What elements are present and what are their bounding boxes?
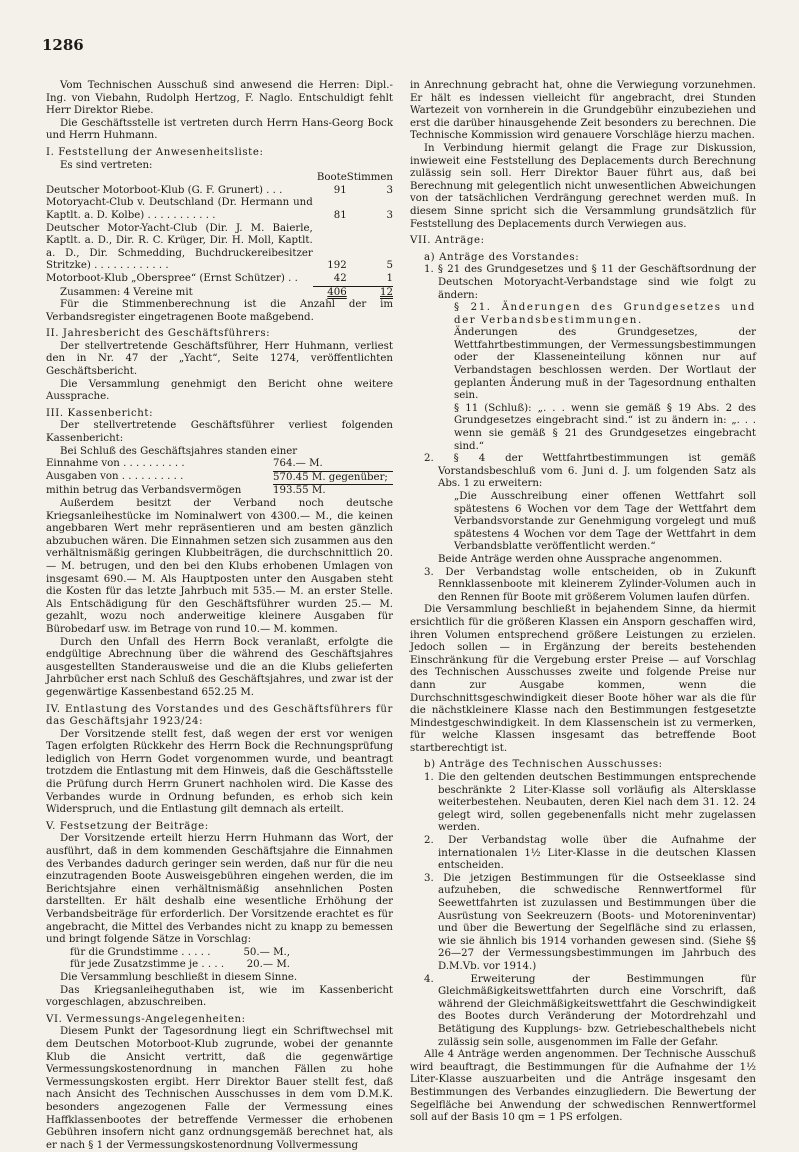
paragraph: Es sind vertreten:: [60, 159, 153, 171]
paragraph: Der Vorsitzende stellt fest, daß wegen der erst vor wenigen Tagen erfolgten Rückkehr des Herrn Bock die Rechnungsprüfung lediglich von Herrn Godet vorgenommen wurde, und beantragt trotzdem die Entlastung mit dem Hinweis, daß die Geschäftsstelle die Prüfung durch Herrn Grunert nachholen wird. Die Kasse des Verbandes wurde in Ordnung befunden, es erhob sich kein Widerspruch, und die Entlastung gilt demnach als erteilt.: [46, 728, 393, 816]
paragraph: Außerdem besitzt der Verband noch deutsche Kriegsanleihestücke im Nominalwert von 4300.— M., die keinen angebbaren Wert mehr repräsentieren und am besten gänzlich abzubuchen wären. Die Einnahmen setzen sich zusammen aus den verhältnismäßig geringen Klubbeiträgen, die durchschnittlich 20.— M. betrugen, und den bei den Klubs erhobenen Umlagen von insgesamt 690.— M. Als Hauptposten unter den Ausgaben steht die Kosten für das letzte Jahrbuch mit 535.— M. an erster Stelle. Als Entschädigung für den Geschäftsführer wurden 25.— M. gezahlt, wozu noch anderweitige kleinere Ausgaben für Bürobedarf usw. im Betrage von rund 10.— M. kommen.: [46, 498, 393, 635]
paragraph: in Anrechnung gebracht hat, ohne die Verwiegung vorzunehmen. Er hält es indessen vielleicht für angebracht, drei Stunden Wartezeit von vornherein in die Grundgebühr einzubeziehen und erst die darüber hinausgehende Zeit besonders zu berechnen. Die Technische Kommission wird genauere Vorschläge hierzu machen.: [410, 80, 756, 142]
section-heading: III. Kassenbericht:: [46, 407, 154, 419]
quoted-text: § 11 (Schluß): „. . . wenn sie gemäß § 19 Abs. 2 des Grundgesetzes eingebracht sind.“ ist zu ändern in: „. . . wenn sie gemäß § 21 des Grundgesetzes eingebracht sind.“: [454, 402, 756, 452]
attendance-table: [46, 172, 393, 299]
table-row: Motoryacht-Club v. Deutschland (Dr. Hermann und Kaptlt. a. D. Kolbe) . . . . . . . . . . . 81 3: [46, 197, 393, 221]
section-heading: VII. Anträge:: [410, 235, 485, 247]
motion-item: 2. § 4 der Wettfahrtbestimmungen ist gemäß Vorstandsbeschluß vom 6. Juni d. J. um folgenden Satz als Abs. 1 zu erweitern:: [424, 453, 756, 490]
table-total-row: Zusammen: 4 Vereine mit 406 12: [60, 286, 393, 298]
intro-paragraph: Vom Technischen Ausschuß sind anwesend die Herren: Dipl.-Ing. von Viebahn, Rudolph Hertzog, F. Naglo. Entschuldigt fehlt Herr Direktor Riebe.: [46, 80, 393, 117]
quoted-text: „Die Ausschreibung einer offenen Wettfahrt soll spätestens 6 Wochen vor dem Tage der Wettfahrt dem Verbandsvorstande zur Genehmigung vorgelegt und muß spätestens 4 Wochen vor dem Tage der Wettfahrt in dem Verbandsblatte veröffentlicht werden.“: [454, 491, 756, 553]
paragraph: Alle 4 Anträge werden angenommen. Der Technische Ausschuß wird beauftragt, die Bestimmungen für die Aufnahme der 1½ Liter-Klasse auszuarbeiten und die Anträge insgesamt den Bestimmungen des Verbandes einzugliedern. Die Bewertung der Segelfläche bei Anwendung der schwedischen Rennwertformel soll auf der Basis 10 qm = 1 PS erfolgen.: [410, 1049, 756, 1124]
table-row: Deutscher Motor-Yacht-Club (Dir. J. M. Baierle, Kaptlt. a. D., Dir. R. C. Krüger, Dir. H. Moll, Kaptlt. a. D., Dir. Schmedding, Buchdruckereibesitzer Stritzke) . . . . . . . . . . . . 192 5: [46, 222, 393, 272]
section-heading: I. Feststellung der Anwesenheitsliste:: [46, 146, 264, 158]
paragraph: Bei Schluß des Geschäftsjahres standen einer: [60, 445, 298, 457]
paragraph: Die Versammlung beschließt in bejahendem Sinne, da hiermit ersichtlich für die größeren Klassen ein Ansporn geschaffen wird, ihren Volumen entsprechend größere Leistungen zu erzielen. Jedoch sollen — in Ergänzung der bereits bestehenden Einschränkung für die Vergebung erster Preise — auf Vorschlag des Technischen Ausschusses zweite und folgende Preise nur dann zur Ausgabe kommen, wenn die Durchschnittsgeschwindigkeit dieser Boote höher war als die für die nächstkleinere Klasse nach den Bestimmungen festgesetzte Mindestgeschwindigkeit. In dem Klassenschein ist zu vermerken, für welche Klassen insgesamt das betreffende Boot startberechtigt ist.: [410, 604, 756, 754]
paragraph: Die Versammlung beschließt in diesem Sinne.: [60, 971, 298, 983]
paragraph: Für die Stimmenberechnung ist die Anzahl der im Verbandsregister eingetragenen Boote maßgebend.: [46, 299, 393, 323]
paragraph: Das Kriegsanleiheguthaben ist, wie im Kassenbericht vorgeschlagen, abzuschreiben.: [46, 984, 393, 1009]
motion-item: 1. § 21 des Grundgesetzes und § 11 der Geschäftsordnung der Deutschen Motoryacht-Verbandstage sind wie folgt zu ändern:: [424, 264, 756, 301]
table-header: Boote: [316, 172, 347, 184]
subsection-heading: a) Anträge des Vorstandes:: [424, 251, 580, 263]
motion-item: 1. Die den geltenden deutschen Bestimmungen entsprechende beschränkte 2 Liter-Klasse soll vorläufig als Altersklasse weiterbestehen. Neubauten, deren Kiel nach dem 31. 12. 24 gelegt wird, sollen gegebenenfalls nicht mehr zugelassen werden.: [424, 772, 756, 834]
cash-table: Einnahme von . . . . . . . . . . 764.— M. Ausgaben von . . . . . . . . . . 570.45 M. gegenüber; mithin betrug das Verbandsvermögen 193.55 M.: [46, 458, 393, 498]
page-number: 1286: [42, 36, 84, 54]
paragraph: Der stellvertretende Geschäftsführer, Herr Huhmann, verliest den in Nr. 47 der „Yacht“, Seite 1274, veröffentlichten Geschäftsbericht.: [46, 340, 393, 378]
paragraph: In Verbindung hiermit gelangt die Frage zur Diskussion, inwieweit eine Feststellung des Deplacements durch Berechnung zulässig sein soll. Herr Direktor Bauer führt aus, daß bei Berechnung mit gelegentlich nicht unwesentlichen Abweichungen von der tatsächlichen Verdrängung gerechnet werden muß. In diesem Sinne spricht sich die Versammlung grundsätzlich für Feststellung des Deplacements durch Verwiegen aus.: [410, 142, 756, 230]
intro-paragraph: Die Geschäftsstelle ist vertreten durch Herrn Hans-Georg Bock und Herrn Huhmann.: [46, 117, 393, 142]
table-row: Motorboot-Klub „Oberspree“ (Ernst Schützer) . . 42 1: [46, 272, 393, 285]
subsection-heading: b) Anträge des Technischen Ausschusses:: [424, 759, 663, 771]
quoted-text: Änderungen des Grundgesetzes, der Wettfahrtbestimmungen, der Vermessungsbestimmungen oder der Klasseneinteilung können nur auf Verbandstagen beschlossen werden. Der Wortlaut der geplanten Änderung muß in der Tagesordnung enthalten sein.: [454, 327, 756, 402]
quoted-heading: § 21. Änderungen des Grundgesetzes und der Verbandsbestimmungen.: [454, 302, 756, 326]
section-heading: VI. Vermessungs-Angelegenheiten:: [46, 1013, 246, 1025]
motion-item: 3. Der Verbandstag wolle entscheiden, ob in Zukunft Rennklassenboote mit kleinerem Zylinder-Volumen auch in den Rennen für Boote mit größerem Volumen laufen dürfen.: [424, 566, 756, 603]
paragraph: Der Vorsitzende erteilt hierzu Herrn Huhmann das Wort, der ausführt, daß in dem kommenden Geschäftsjahre die Einnahmen des Verbandes dadurch geringer sein werden, daß nur für die neu einzutragenden Boote Ausweisgebühren eingehen werden, die im Berichtsjahre einen verhältnismäßig ansehnlichen Posten darstellten. Er hält deshalb eine wesentliche Erhöhung der Verbandsbeiträge für erforderlich. Der Vorsitzende erachtet es für angebracht, die Mittel des Verbandes nicht zu knapp zu bemessen und bringt folgende Sätze in Vorschlag:: [46, 833, 393, 946]
section-heading: IV. Entlastung des Vorstandes und des Geschäftsführers für das Geschäftsjahr 1923/24:: [46, 703, 393, 728]
right-column: [410, 80, 756, 1125]
table-row: Deutscher Motorboot-Klub (G. F. Grunert) . . . 91 3: [46, 184, 393, 196]
paragraph: Beide Anträge werden ohne Aussprache angenommen.: [438, 553, 723, 565]
paragraph: Diesem Punkt der Tagesordnung liegt ein Schriftwechsel mit dem Deutschen Motorboot-Klub zugrunde, wobei der genannte Klub die Ansicht vertritt, daß die gegenwärtige Vermessungskostenordnung in manchen Fällen zu hohe Vermessungskosten ergibt. Herr Direktor Bauer stellt fest, daß nach Ansicht des Technischen Ausschusses in dem vom D.M.K. besonders angezogenen Falle der Vermessung eines Haffklassenbootes der betreffende Vermesser die erhobenen Gebühren insofern nicht ganz ordnungsgemäß berechnet hat, als er nach § 1 der Vermessungskostenordnung Vollvermessung: [46, 1026, 393, 1151]
paragraph: Die Versammlung genehmigt den Bericht ohne weitere Aussprache.: [46, 378, 393, 403]
section-heading: II. Jahresbericht des Geschäftsführers:: [46, 328, 271, 340]
motion-item: 3. Die jetzigen Bestimmungen für die Ostseeklasse sind aufzuheben, die schwedische Rennwertformel für Seewettfahrten ist zuzulassen und Bestimmungen über die Ausrüstung von Seekreuzern (Boots- und Motoreninventar) und über die Bewertung der Segelfläche sind zu erlassen, wie sie ähnlich bis 1914 vorhanden gewesen sind. (Siehe §§ 26—27 der Vermessungsbestimmungen im Jahrbuch des D.M.Vb. vor 1914.): [424, 872, 756, 972]
fees-table: für die Grundstimme . . . . . 50.— M., für jede Zusatzstimme je . . . . 20.— M.: [70, 946, 290, 971]
paragraph: Der stellvertretende Geschäftsführer verliest folgenden Kassenbericht:: [46, 420, 393, 445]
paragraph: Durch den Unfall des Herrn Bock veranlaßt, erfolgte die endgültige Abrechnung über die während des Geschäftsjahres ausgestellten Standerausweise und die an die Klubs gelieferten Jahrbücher erst nach Schluß des Geschäftsjahres, und zwar ist der gegenwärtige Kassenbestand 652.25 M.: [46, 636, 393, 698]
motion-item: 2. Der Verbandstag wolle über die Aufnahme der internationalen 1½ Liter-Klasse in die deutschen Klassen entscheiden.: [424, 835, 756, 872]
table-header: Stimmen: [346, 172, 393, 184]
section-heading: V. Festsetzung der Beiträge:: [46, 820, 209, 832]
left-column: [46, 80, 393, 1152]
motion-item: 4. Erweiterung der Bestimmungen für Gleichmäßigkeitswettfahrten durch eine Vorschrift, daß während der Gleichmäßigkeitswettfahrt die Geschwindigkeit des Bootes durch Veränderung der Motordrehzahl und Betätigung des Kupplungs- bzw. Getriebeschalthebels nicht zulässig sein solle, ausgenommen im Falle der Gefahr.: [424, 973, 756, 1048]
